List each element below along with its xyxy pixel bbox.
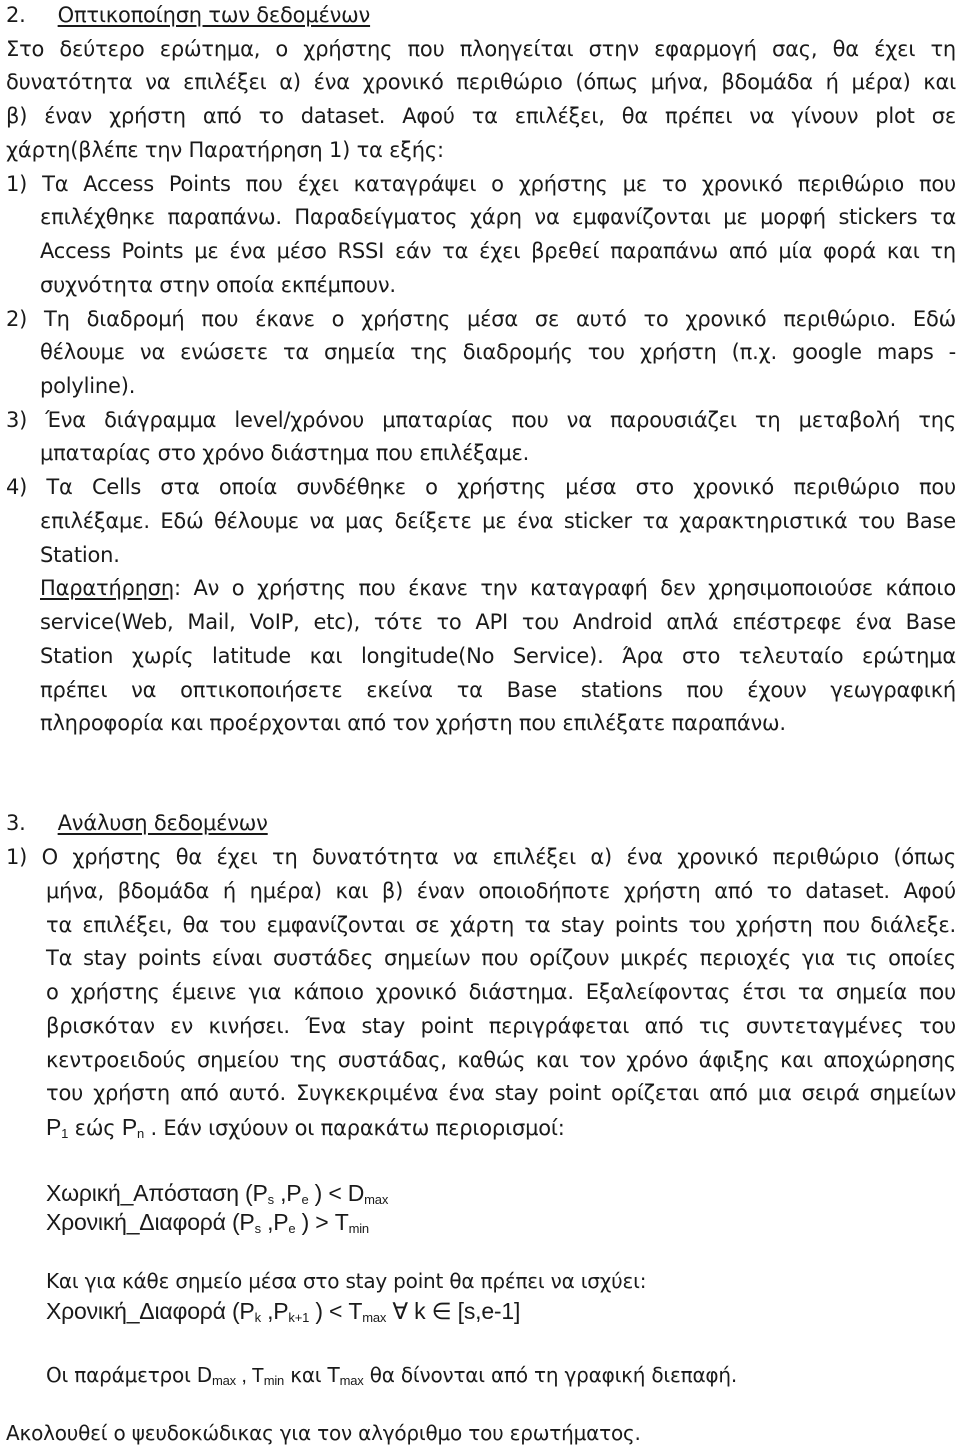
list-item-line: κεντροειδούς σημείου της συστάδας, καθώς και τον χρόνο άφιξης και αποχώρησης [46, 1048, 956, 1072]
paragraph-line: β) έναν χρήστη από το dataset. Αφού τα επιλέξει, θα πρέπει να γίνουν plot σε [6, 104, 956, 128]
paragraph-line: δυνατότητα να επιλέξει α) ένα χρονικό περιθώριο (όπως μήνα, βδομάδα ή μέρα) και [6, 70, 956, 94]
list-item-line: του χρήστη από αυτό. Συγκεκριμένα ένα stay point ορίζεται από μια σειρά σημείων [46, 1081, 956, 1105]
list-item-line: Station. [40, 543, 120, 567]
note-line: service(Web, Mail, VoIP, etc), τότε το API του Android απλά επέστρεφε ένα Base [40, 610, 956, 634]
list-item-line: Τα stay points είναι συστάδες σημείων που ορίζουν μικρές περιοχές για τις οποίες [46, 946, 956, 970]
list-item-line: ο χρήστης έμεινε για κάποιο χρονικό διάστημα. Εξαλείφοντας έτσι τα σημεία που [46, 980, 956, 1004]
list-item-line: συχνότητα στην οποία εκπέμπουν. [40, 273, 396, 297]
list-item-line: τα επιλέξει, θα του εμφανίζονται σε χάρτη τα stay points του χρήστη που διάλεξε. [46, 913, 956, 937]
note-line: πληροφορία και προέρχονται από τον χρήστη που επιλέξατε παραπάνω. [40, 711, 786, 735]
list-item-line: 1) Ο χρήστης θα έχει τη δυνατότητα να επιλέξει α) ένα χρονικό περιθώριο (όπως [6, 845, 956, 869]
list-item-line: 2) Τη διαδρομή που έκανε ο χρήστης μέσα σε αυτό το χρονικό περιθώριο. Εδώ [6, 307, 956, 331]
list-item-line: polyline). [40, 374, 136, 398]
consecutive-points-formula: Χρονική_Διαφορά ($P_k$ $,P_{k+1}$ ) < $T_{max}$ ∀ k ∈ [s,e-1] [46, 1298, 521, 1325]
note-label: Παρατήρηση [40, 576, 175, 600]
section-number: 2. [6, 3, 26, 27]
parameters-line: Οι παράμετροι $D_{max}$ , $T_{min}$ και $T_{max}$ θα δίνονται από τη γραφική διεπαφή. [46, 1363, 738, 1388]
paragraph-line: χάρτη(βλέπε την Παρατήρηση 1) τα εξής: [6, 138, 444, 162]
list-item-line: 1) Τα Access Points που έχει καταγράψει ο χρήστης με το χρονικό περιθώριο που [6, 172, 956, 196]
list-item-line: επιλέχθηκε παραπάνω. Παραδείγματος χάρη να εμφανίζονται με μορφή stickers τα [40, 205, 956, 229]
list-item-line: 4) Τα Cells στα οποία συνδέθηκε ο χρήστης μέσα στο χρονικό περιθώριο που [6, 475, 956, 499]
note-line: Station χωρίς latitude και longitude(No Service). Άρα στο τελευταίο ερώτημα [40, 644, 956, 668]
time-difference-formula: Χρονική_Διαφορά ($P_s$ $,P_e$ ) > $T_{min}$ [46, 1209, 369, 1236]
note-line: Παρατήρηση: Αν ο χρήστης που έκανε την καταγραφή δεν χρησιμοποιούσε κάποιο [40, 576, 956, 600]
list-item-line: βρισκόταν εν κινήσει. Ένα stay point περιγράφεται από τις συντεταγμένες του [46, 1014, 956, 1038]
note-line: πρέπει να οπτικοποιήσετε εκείνα τα Base stations που έχουν γεωγραφική [40, 678, 956, 702]
list-item-line: Access Points με ένα μέσο RSSI εάν τα έχει βρεθεί παραπάνω από μία φορά και τη [40, 239, 956, 263]
list-item-line: μπαταρίας στο χρόνο διάστημα που επιλέξαμε. [40, 441, 530, 465]
section-3-heading [6, 808, 268, 838]
list-item-line: επιλέξαμε. Εδώ θέλουμε να μας δείξετε με ένα sticker τα χαρακτηριστικά του Base [40, 509, 956, 533]
section-title: Οπτικοποίηση των δεδομένων [57, 3, 371, 27]
section-2-heading [6, 0, 370, 30]
spatial-distance-formula: Χωρική_Απόσταση ($P_s$ $,P_e$ ) < $D_{max}$ [46, 1180, 389, 1207]
paragraph-line: Και για κάθε σημείο μέσα στο stay point θα πρέπει να ισχύει: [46, 1269, 647, 1293]
section-title: Ανάλυση δεδομένων [57, 811, 268, 835]
closing-line: Ακολουθεί ο ψευδοκώδικας για τον αλγόριθμο του ερωτήματος. [6, 1421, 641, 1445]
section-number: 3. [6, 811, 26, 835]
list-item-line: θέλουμε να ενώσετε τα σημεία της διαδρομής του χρήστη (π.χ. google maps - [40, 340, 956, 364]
paragraph-line: Στο δεύτερο ερώτημα, ο χρήστης που πλοηγείται στην εφαρμογή σας, θα έχει τη [6, 37, 956, 61]
list-item-line: 3) Ένα διάγραμμα level/χρόνου μπαταρίας που να παρουσιάζει τη μεταβολή της [6, 408, 956, 432]
list-item-line: μήνα, βδομάδα ή ημέρα) και β) έναν οποιοδήποτε χρήστη από το dataset. Αφού [46, 879, 956, 903]
point-range-line: $P_1$ εώς $P_n$ . Εάν ισχύουν οι παρακάτω περιορισμοί: [46, 1114, 565, 1141]
